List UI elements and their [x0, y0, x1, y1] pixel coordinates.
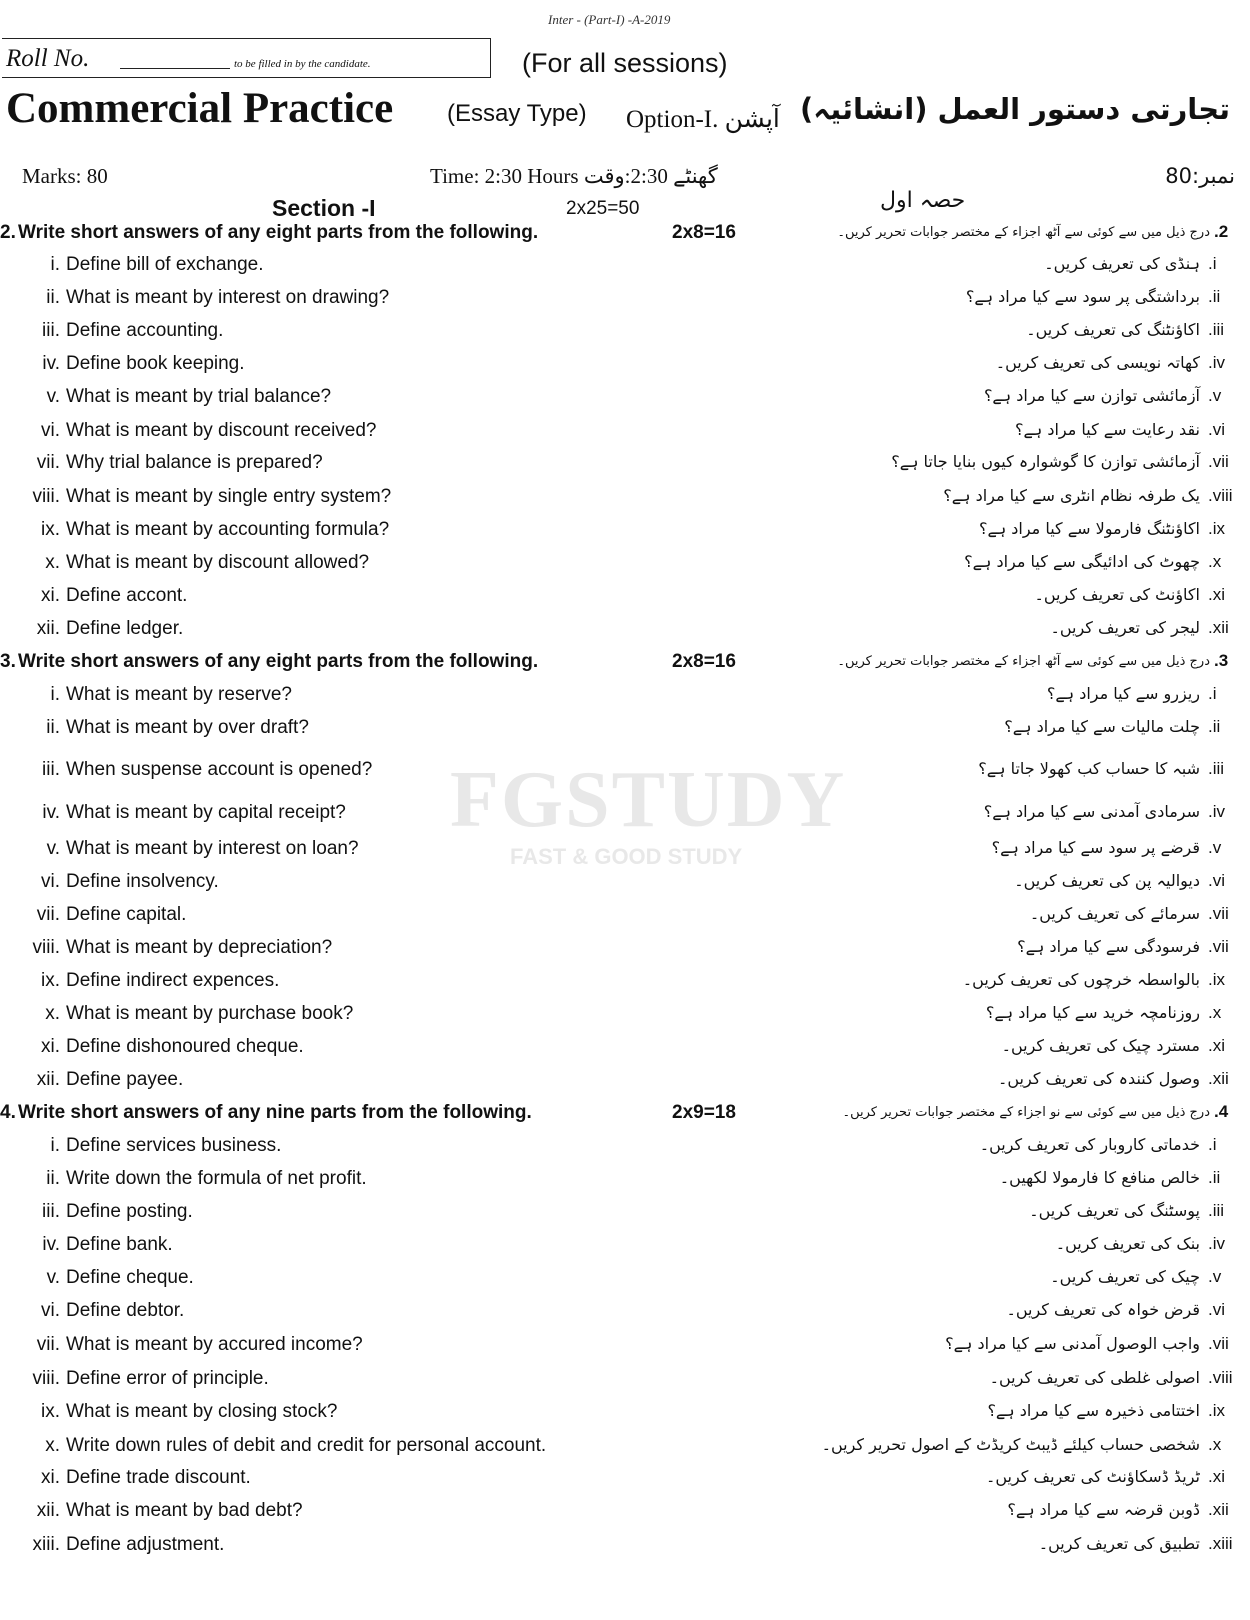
part-label: v.: [46, 838, 60, 859]
urdu-part-text: اختتامی ذخیرہ سے کیا مراد ہے؟: [987, 1401, 1200, 1420]
question-part: [0, 999, 1250, 1029]
part-text: Define posting.: [66, 1201, 193, 1222]
urdu-part-text: اکاؤنٹ کی تعریف کریں۔: [1034, 585, 1200, 604]
question-part: [0, 1364, 1250, 1394]
part-text: What is meant by purchase book?: [66, 1003, 354, 1024]
urdu-part-label: .xi: [1208, 1467, 1225, 1486]
question-part: [0, 900, 1250, 930]
urdu-part-label: .iv: [1208, 1234, 1225, 1253]
time-allowed: Time: 2:30 Hours گھنٹے 2:30:وقت: [430, 164, 718, 188]
part-text: What is meant by accounting formula?: [66, 519, 390, 540]
urdu-part-text: برداشتگی پر سود سے کیا مراد ہے؟: [965, 287, 1200, 306]
urdu-part-label: .iii: [1208, 759, 1225, 778]
urdu-part-text: کھاتہ نویسی کی تعریف کریں۔: [995, 353, 1200, 372]
part-text: What is meant by trial balance?: [66, 386, 332, 407]
urdu-part-label: .iv: [1208, 353, 1225, 372]
part-text: What is meant by depreciation?: [66, 937, 333, 958]
urdu-part-text: یک طرفہ نظام انٹری سے کیا مراد ہے؟: [943, 486, 1200, 505]
urdu-part-text: بالواسطہ خرچوں کی تعریف کریں۔: [962, 970, 1200, 989]
urdu-part-text: نقد رعایت سے کیا مراد ہے؟: [1015, 420, 1200, 439]
urdu-part-label: .xii: [1208, 1500, 1229, 1519]
urdu-part-text: شبہ کا حساب کب کھولا جاتا ہے؟: [978, 759, 1200, 778]
part-label: vii.: [36, 904, 60, 925]
urdu-subject-title: تجارتی دستور العمل (انشائیہ): [800, 92, 1230, 126]
urdu-part-text: قرضے پر سود سے کیا مراد ہے؟: [991, 838, 1200, 857]
question-marks: 2x9=18: [672, 1102, 736, 1123]
urdu-part-label: .xi: [1208, 585, 1225, 604]
urdu-part-label: .ix: [1208, 970, 1225, 989]
question-text: Write short answers of any nine parts from the following.: [18, 1102, 532, 1123]
question-part: [0, 1530, 1250, 1560]
roll-number-blank: [120, 68, 230, 69]
question-number: 3.: [0, 651, 16, 672]
part-text: Define dishonoured cheque.: [66, 1036, 304, 1057]
urdu-part-text: چھوٹ کی ادائیگی سے کیا مراد ہے؟: [964, 552, 1200, 571]
urdu-part-text: فرسودگی سے کیا مراد ہے؟: [1017, 937, 1200, 956]
part-label: vii.: [36, 452, 60, 473]
question-part: [0, 349, 1250, 379]
question-part: [0, 1431, 1250, 1461]
part-text: What is meant by single entry system?: [66, 486, 392, 507]
part-text: Define accounting.: [66, 320, 224, 341]
question-4: [0, 1098, 1250, 1128]
urdu-part-text: خدماتی کاروبار کی تعریف کریں۔: [979, 1135, 1200, 1154]
urdu-part-label: .iii: [1208, 320, 1225, 339]
part-label: i.: [50, 1135, 60, 1156]
paper-type: (Essay Type): [447, 100, 587, 127]
urdu-part-text: روزنامچہ خرید سے کیا مراد ہے؟: [985, 1003, 1200, 1022]
urdu-part-text: لیجر کی تعریف کریں۔: [1050, 618, 1200, 637]
part-text: Define bill of exchange.: [66, 254, 264, 275]
part-label: viii.: [32, 1368, 60, 1389]
part-text: Define indirect expences.: [66, 970, 280, 991]
question-part: [0, 1397, 1250, 1427]
urdu-part-text: ہنڈی کی تعریف کریں۔: [1044, 254, 1200, 273]
question-number: 2.: [0, 222, 16, 243]
part-label: v.: [46, 386, 60, 407]
question-part: [0, 1065, 1250, 1095]
urdu-part-label: .vi: [1208, 420, 1225, 439]
urdu-part-label: .x: [1208, 1435, 1222, 1454]
part-text: Define services business.: [66, 1135, 282, 1156]
urdu-part-label: .i: [1208, 254, 1217, 273]
urdu-part-label: .vii: [1208, 904, 1229, 923]
question-2: [0, 218, 1250, 248]
part-text: What is meant by discount received?: [66, 420, 377, 441]
urdu-part-text: پوسٹنگ کی تعریف کریں۔: [1029, 1201, 1200, 1220]
part-text: Why trial balance is prepared?: [66, 452, 323, 473]
part-label: xi.: [41, 585, 60, 606]
watermark-tagline: FAST & GOOD STUDY: [510, 844, 743, 869]
urdu-question-number: .4: [1214, 1102, 1229, 1121]
urdu-part-text: وصول کنندہ کی تعریف کریں۔: [997, 1069, 1200, 1088]
subject-title: Commercial Practice: [6, 85, 394, 132]
question-part: [0, 1330, 1250, 1360]
sessions-note: (For all sessions): [522, 48, 728, 78]
urdu-part-label: .ii: [1208, 1168, 1221, 1187]
part-label: xii.: [36, 1069, 60, 1090]
urdu-part-label: .v: [1208, 1267, 1222, 1286]
part-text: Define accont.: [66, 585, 188, 606]
question-part: [0, 713, 1250, 743]
question-part: [0, 755, 1250, 785]
part-label: ii.: [46, 717, 60, 738]
urdu-part-label: .i: [1208, 1135, 1217, 1154]
urdu-part-label: .xii: [1208, 618, 1229, 637]
urdu-part-text: شخصی حساب کیلئے ڈیبٹ کریڈٹ کے اصول تحریر کریں۔: [821, 1435, 1200, 1454]
urdu-part-label: .xiii: [1208, 1534, 1233, 1553]
urdu-part-text: چلت مالیات سے کیا مراد ہے؟: [1004, 717, 1200, 736]
part-label: ii.: [46, 1168, 60, 1189]
part-text: What is meant by accured income?: [66, 1334, 363, 1355]
part-label: xii.: [36, 1500, 60, 1521]
question-part: [0, 1197, 1250, 1227]
urdu-part-label: .vii: [1208, 937, 1229, 956]
part-label: iii.: [42, 759, 60, 780]
part-label: ix.: [41, 1401, 60, 1422]
part-text: What is meant by interest on drawing?: [66, 287, 390, 308]
question-part: [0, 283, 1250, 313]
roll-number-note: to be filled in by the candidate.: [234, 58, 371, 70]
urdu-part-text: اکاؤنٹنگ کی تعریف کریں۔: [1026, 320, 1200, 339]
part-text: What is meant by closing stock?: [66, 1401, 338, 1422]
question-marks: 2x8=16: [672, 222, 736, 243]
part-label: viii.: [32, 486, 60, 507]
watermark-text: FGSTUDY: [450, 756, 847, 844]
question-part: [0, 515, 1250, 545]
urdu-part-label: .xii: [1208, 1069, 1229, 1088]
part-label: iii.: [42, 320, 60, 341]
urdu-total-marks: نمبر:80: [1165, 164, 1235, 188]
urdu-part-text: سرمادی آمدنی سے کیا مراد ہے؟: [983, 802, 1200, 821]
question-part: [0, 382, 1250, 412]
roll-number-label: Roll No.: [6, 45, 90, 72]
urdu-question-number: .2: [1214, 222, 1229, 241]
question-part: [0, 581, 1250, 611]
part-text: Define error of principle.: [66, 1368, 269, 1389]
urdu-part-label: .viii: [1208, 486, 1233, 505]
part-text: Write down rules of debit and credit for personal account.: [66, 1435, 547, 1456]
question-part: [0, 834, 1250, 864]
part-text: Define book keeping.: [66, 353, 245, 374]
question-text: Write short answers of any eight parts from the following.: [18, 651, 539, 672]
part-label: vi.: [41, 1300, 60, 1321]
urdu-part-label: .v: [1208, 838, 1222, 857]
urdu-part-label: .vi: [1208, 1300, 1225, 1319]
urdu-part-label: .ix: [1208, 1401, 1225, 1420]
part-label: x.: [45, 1003, 60, 1024]
question-part: [0, 1496, 1250, 1526]
part-text: Define capital.: [66, 904, 187, 925]
urdu-part-text: ریزرو سے کیا مراد ہے؟: [1046, 684, 1200, 703]
part-text: Define debtor.: [66, 1300, 185, 1321]
question-part: [0, 316, 1250, 346]
urdu-part-label: .ix: [1208, 519, 1225, 538]
part-label: xiii.: [32, 1534, 60, 1555]
part-label: xi.: [41, 1467, 60, 1488]
question-number: 4.: [0, 1102, 16, 1123]
urdu-part-text: واجب الوصول آمدنی سے کیا مراد ہے؟: [945, 1334, 1200, 1353]
question-part: [0, 614, 1250, 644]
part-label: xii.: [36, 618, 60, 639]
urdu-part-text: سرمائے کی تعریف کریں۔: [1029, 904, 1200, 923]
part-text: Define cheque.: [66, 1267, 194, 1288]
urdu-part-label: .i: [1208, 684, 1217, 703]
section-marks: 2x25=50: [566, 198, 640, 219]
urdu-part-text: تطبیق کی تعریف کریں۔: [1038, 1534, 1200, 1553]
question-part: [0, 482, 1250, 512]
part-label: iv.: [42, 353, 60, 374]
part-text: When suspense account is opened?: [66, 759, 373, 780]
urdu-part-text: آزمائشی توازن سے کیا مراد ہے؟: [983, 386, 1200, 405]
part-label: xi.: [41, 1036, 60, 1057]
question-marks: 2x8=16: [672, 651, 736, 672]
paper-code: Inter - (Part-I) -A-2019: [548, 12, 671, 27]
question-part: [0, 416, 1250, 446]
part-text: Define trade discount.: [66, 1467, 251, 1488]
part-label: i.: [50, 684, 60, 705]
part-label: ii.: [46, 287, 60, 308]
urdu-part-text: اصولی غلطی کی تعریف کریں۔: [989, 1368, 1200, 1387]
question-part: [0, 1131, 1250, 1161]
urdu-question-text: درج ذیل میں سے کوئی سے نو اجزاء کے مختصر جوابات تحریر کریں۔: [842, 1105, 1210, 1120]
urdu-part-text: بنک کی تعریف کریں۔: [1055, 1234, 1200, 1253]
part-text: Define bank.: [66, 1234, 173, 1255]
part-text: Define insolvency.: [66, 871, 219, 892]
part-text: What is meant by reserve?: [66, 684, 292, 705]
part-label: vi.: [41, 420, 60, 441]
part-text: Write down the formula of net profit.: [66, 1168, 367, 1189]
question-part: [0, 680, 1250, 710]
question-part: [0, 1296, 1250, 1326]
urdu-part-text: قرض خواہ کی تعریف کریں۔: [1006, 1300, 1200, 1319]
urdu-section-title: حصہ اول: [880, 188, 966, 213]
part-text: What is meant by discount allowed?: [66, 552, 370, 573]
urdu-part-label: .vi: [1208, 871, 1225, 890]
question-part: [0, 867, 1250, 897]
question-part: [0, 1463, 1250, 1493]
part-label: iv.: [42, 802, 60, 823]
question-part: [0, 798, 1250, 828]
part-text: What is meant by bad debt?: [66, 1500, 303, 1521]
part-text: What is meant by over draft?: [66, 717, 309, 738]
question-text: Write short answers of any eight parts from the following.: [18, 222, 539, 243]
part-text: Define payee.: [66, 1069, 184, 1090]
part-label: viii.: [32, 937, 60, 958]
urdu-part-label: .xi: [1208, 1036, 1225, 1055]
urdu-part-text: آزمائشی توازن کا گوشوارہ کیوں بنایا جاتا ہے؟: [891, 452, 1200, 471]
urdu-part-text: مسترد چیک کی تعریف کریں۔: [1001, 1036, 1200, 1055]
question-part: [0, 250, 1250, 280]
part-text: Define adjustment.: [66, 1534, 225, 1555]
question-part: [0, 966, 1250, 996]
urdu-question-text: درج ذیل میں سے کوئی سے آٹھ اجزاء کے مختصر جوابات تحریر کریں۔: [837, 654, 1210, 669]
urdu-part-label: .x: [1208, 1003, 1222, 1022]
urdu-part-label: .iii: [1208, 1201, 1225, 1220]
part-label: ix.: [41, 519, 60, 540]
part-label: x.: [45, 1435, 60, 1456]
urdu-part-label: .vii: [1208, 452, 1229, 471]
urdu-part-label: .iv: [1208, 802, 1225, 821]
question-3: [0, 647, 1250, 677]
part-label: v.: [46, 1267, 60, 1288]
part-text: What is meant by capital receipt?: [66, 802, 346, 823]
urdu-part-text: ڈوبن قرضہ سے کیا مراد ہے؟: [1007, 1500, 1200, 1519]
urdu-question-number: .3: [1214, 651, 1229, 670]
urdu-part-text: خالص منافع کا فارمولا لکھیں۔: [999, 1168, 1200, 1187]
part-text: What is meant by interest on loan?: [66, 838, 359, 859]
part-label: i.: [50, 254, 60, 275]
urdu-part-label: .v: [1208, 386, 1222, 405]
question-part: [0, 1263, 1250, 1293]
urdu-part-text: اکاؤنٹنگ فارمولا سے کیا مراد ہے؟: [978, 519, 1200, 538]
question-part: [0, 548, 1250, 578]
urdu-part-label: .x: [1208, 552, 1222, 571]
urdu-part-text: ٹریڈ ڈسکاؤنٹ کی تعریف کریں۔: [985, 1467, 1200, 1486]
question-part: [0, 933, 1250, 963]
part-text: Define ledger.: [66, 618, 184, 639]
section-title: Section -I: [272, 195, 376, 221]
total-marks: Marks: 80: [22, 164, 108, 188]
option-label: Option-I. آپشن: [626, 106, 780, 133]
question-part: [0, 1164, 1250, 1194]
part-label: vii.: [36, 1334, 60, 1355]
part-label: x.: [45, 552, 60, 573]
urdu-part-label: .ii: [1208, 717, 1221, 736]
part-label: iii.: [42, 1201, 60, 1222]
urdu-part-text: چیک کی تعریف کریں۔: [1050, 1267, 1200, 1286]
question-part: [0, 1032, 1250, 1062]
urdu-part-label: .vii: [1208, 1334, 1229, 1353]
part-label: vi.: [41, 871, 60, 892]
urdu-question-text: درج ذیل میں سے کوئی سے آٹھ اجزاء کے مختصر جوابات تحریر کریں۔: [837, 225, 1210, 240]
question-part: [0, 1230, 1250, 1260]
urdu-part-label: .ii: [1208, 287, 1221, 306]
question-part: [0, 448, 1250, 478]
part-label: iv.: [42, 1234, 60, 1255]
urdu-part-text: دیوالیہ پن کی تعریف کریں۔: [1014, 871, 1200, 890]
urdu-part-label: .viii: [1208, 1368, 1233, 1387]
part-label: ix.: [41, 970, 60, 991]
